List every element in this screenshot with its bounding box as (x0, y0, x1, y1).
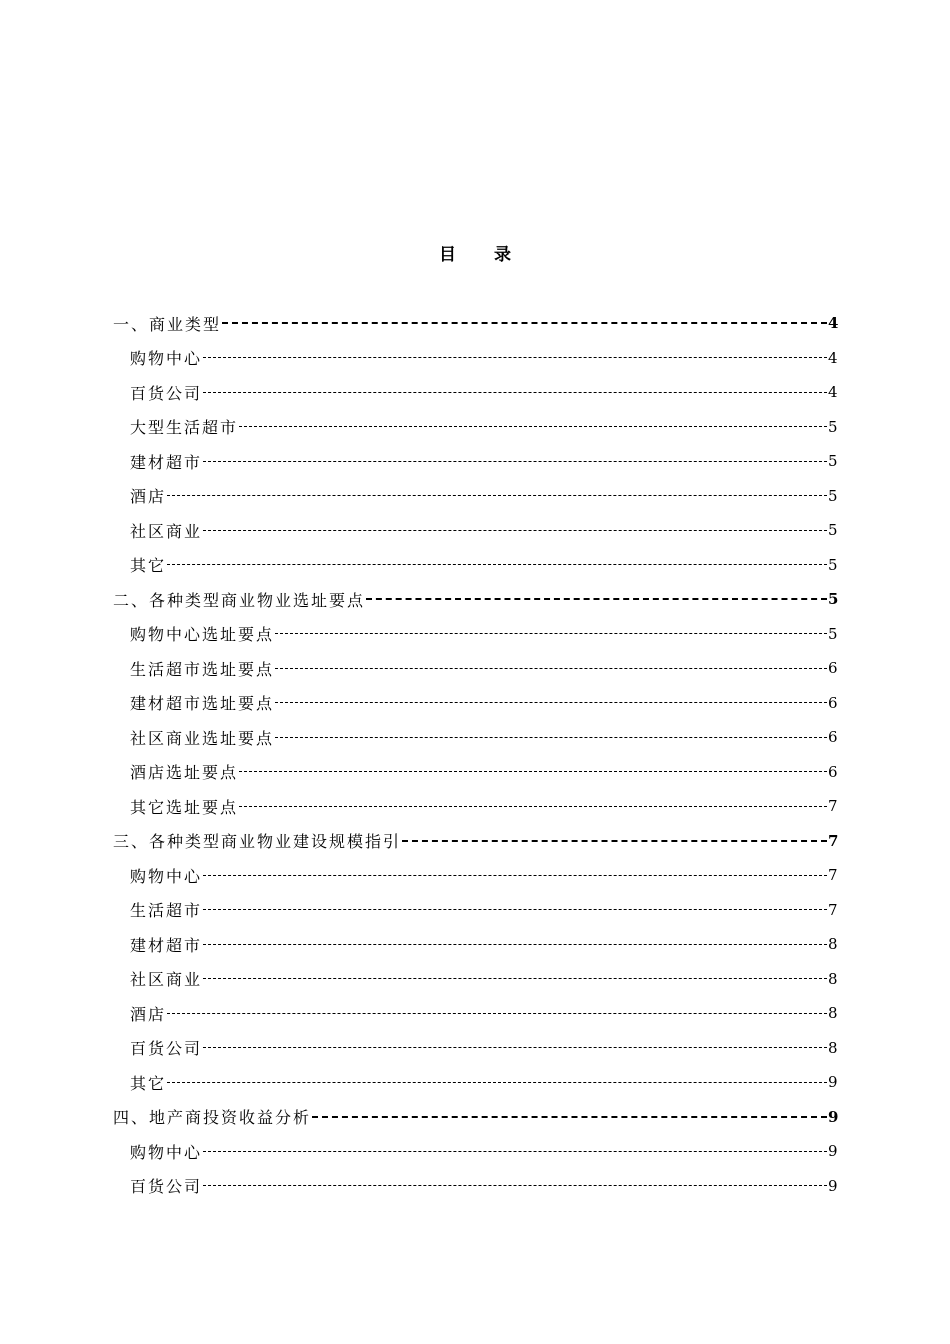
toc-subsection-entry[interactable] (113, 962, 837, 997)
toc-entry-page-number: 8 (828, 969, 838, 988)
toc-subsection-entry[interactable] (113, 513, 837, 548)
toc-leader-line (203, 530, 827, 531)
toc-subsection-entry[interactable] (113, 410, 837, 445)
toc-entry-label: 百货公司 (130, 1039, 203, 1059)
toc-entry-page-number: 9 (828, 1107, 839, 1126)
toc-leader-line (275, 737, 827, 738)
table-of-contents (113, 306, 837, 1203)
toc-leader-line (167, 1013, 827, 1014)
toc-subsection-entry[interactable] (113, 617, 837, 652)
toc-entry-page-number: 5 (828, 486, 838, 505)
toc-entry-label: 百货公司 (130, 383, 203, 403)
toc-entry-page-number: 6 (828, 762, 838, 781)
toc-entry-page-number: 4 (828, 348, 838, 367)
toc-leader-line (167, 1082, 827, 1083)
toc-leader-line (203, 1047, 827, 1048)
toc-entry-label: 生活超市 (130, 901, 203, 921)
toc-leader-line (167, 564, 827, 565)
toc-entry-label: 酒店选址要点 (130, 763, 239, 783)
toc-entry-page-number: 9 (828, 1142, 838, 1161)
toc-leader-line (203, 944, 827, 945)
toc-leader-line (203, 1151, 827, 1152)
toc-entry-label: 酒店 (130, 1004, 167, 1024)
toc-subsection-entry[interactable] (113, 755, 837, 790)
toc-subsection-entry[interactable] (113, 927, 837, 962)
toc-section-entry[interactable] (113, 582, 837, 617)
toc-entry-page-number: 8 (828, 1038, 838, 1057)
toc-entry-page-number: 6 (828, 659, 838, 678)
toc-entry-label: 大型生活超市 (130, 418, 239, 438)
toc-subsection-entry[interactable] (113, 789, 837, 824)
toc-entry-label: 三、各种类型商业物业建设规模指引 (113, 832, 402, 852)
toc-subsection-entry[interactable] (113, 375, 837, 410)
toc-entry-page-number: 5 (828, 521, 838, 540)
toc-entry-page-number: 7 (828, 866, 838, 885)
toc-subsection-entry[interactable] (113, 548, 837, 583)
toc-leader-line (239, 771, 827, 772)
toc-leader-line (167, 495, 827, 496)
toc-entry-label: 其它 (130, 1073, 167, 1093)
toc-subsection-entry[interactable] (113, 858, 837, 893)
toc-leader-line (402, 840, 827, 842)
toc-subsection-entry[interactable] (113, 479, 837, 514)
toc-entry-page-number: 7 (828, 831, 839, 850)
toc-subsection-entry[interactable] (113, 720, 837, 755)
toc-entry-label: 四、地产商投资收益分析 (113, 1108, 312, 1128)
toc-section-entry[interactable] (113, 306, 837, 341)
toc-entry-page-number: 8 (828, 935, 838, 954)
toc-entry-label: 购物中心 (130, 349, 203, 369)
toc-entry-page-number: 6 (828, 693, 838, 712)
toc-entry-label: 建材超市选址要点 (130, 694, 275, 714)
toc-leader-line (312, 1116, 827, 1118)
toc-section-entry[interactable] (113, 1100, 837, 1135)
toc-entry-page-number: 5 (828, 452, 838, 471)
toc-entry-label: 社区商业 (130, 970, 203, 990)
toc-entry-page-number: 5 (828, 417, 838, 436)
toc-entry-page-number: 8 (828, 1004, 838, 1023)
toc-subsection-entry[interactable] (113, 1134, 837, 1169)
toc-entry-page-number: 7 (828, 797, 838, 816)
toc-entry-page-number: 6 (828, 728, 838, 747)
toc-subsection-entry[interactable] (113, 651, 837, 686)
toc-entry-label: 一、商业类型 (113, 314, 222, 334)
toc-leader-line (203, 909, 827, 910)
toc-leader-line (203, 978, 827, 979)
toc-subsection-entry[interactable] (113, 996, 837, 1031)
toc-entry-label: 其它 (130, 556, 167, 576)
toc-entry-label: 购物中心选址要点 (130, 625, 275, 645)
toc-subsection-entry[interactable] (113, 1169, 837, 1204)
toc-entry-page-number: 5 (828, 624, 838, 643)
toc-leader-line (203, 392, 827, 393)
toc-leader-line (222, 322, 827, 324)
toc-entry-label: 二、各种类型商业物业选址要点 (113, 590, 366, 610)
toc-entry-label: 建材超市 (130, 935, 203, 955)
toc-entry-label: 社区商业 (130, 521, 203, 541)
toc-subsection-entry[interactable] (113, 444, 837, 479)
toc-entry-label: 酒店 (130, 487, 167, 507)
toc-leader-line (239, 806, 827, 807)
toc-entry-label: 生活超市选址要点 (130, 659, 275, 679)
toc-entry-label: 建材超市 (130, 452, 203, 472)
toc-entry-page-number: 7 (828, 900, 838, 919)
toc-title: 目录 (439, 245, 549, 265)
toc-subsection-entry[interactable] (113, 1065, 837, 1100)
toc-entry-page-number: 5 (828, 590, 839, 609)
toc-entry-page-number: 5 (828, 555, 838, 574)
toc-leader-line (275, 702, 827, 703)
toc-entry-page-number: 9 (828, 1073, 838, 1092)
toc-entry-label: 其它选址要点 (130, 797, 239, 817)
toc-entry-label: 百货公司 (130, 1177, 203, 1197)
toc-leader-line (203, 461, 827, 462)
toc-entry-page-number: 4 (828, 383, 838, 402)
toc-subsection-entry[interactable] (113, 341, 837, 376)
toc-subsection-entry[interactable] (113, 1031, 837, 1066)
toc-leader-line (203, 875, 827, 876)
toc-entry-label: 社区商业选址要点 (130, 728, 275, 748)
toc-leader-line (275, 633, 827, 634)
toc-leader-line (239, 426, 827, 427)
toc-entry-label: 购物中心 (130, 866, 203, 886)
toc-entry-page-number: 9 (828, 1176, 838, 1195)
toc-leader-line (275, 668, 827, 669)
toc-entry-page-number: 4 (828, 314, 839, 333)
toc-subsection-entry[interactable] (113, 686, 837, 721)
toc-section-entry[interactable] (113, 824, 837, 859)
toc-subsection-entry[interactable] (113, 893, 837, 928)
toc-entry-label: 购物中心 (130, 1142, 203, 1162)
toc-leader-line (203, 1185, 827, 1186)
toc-leader-line (366, 598, 827, 600)
toc-leader-line (203, 357, 827, 358)
